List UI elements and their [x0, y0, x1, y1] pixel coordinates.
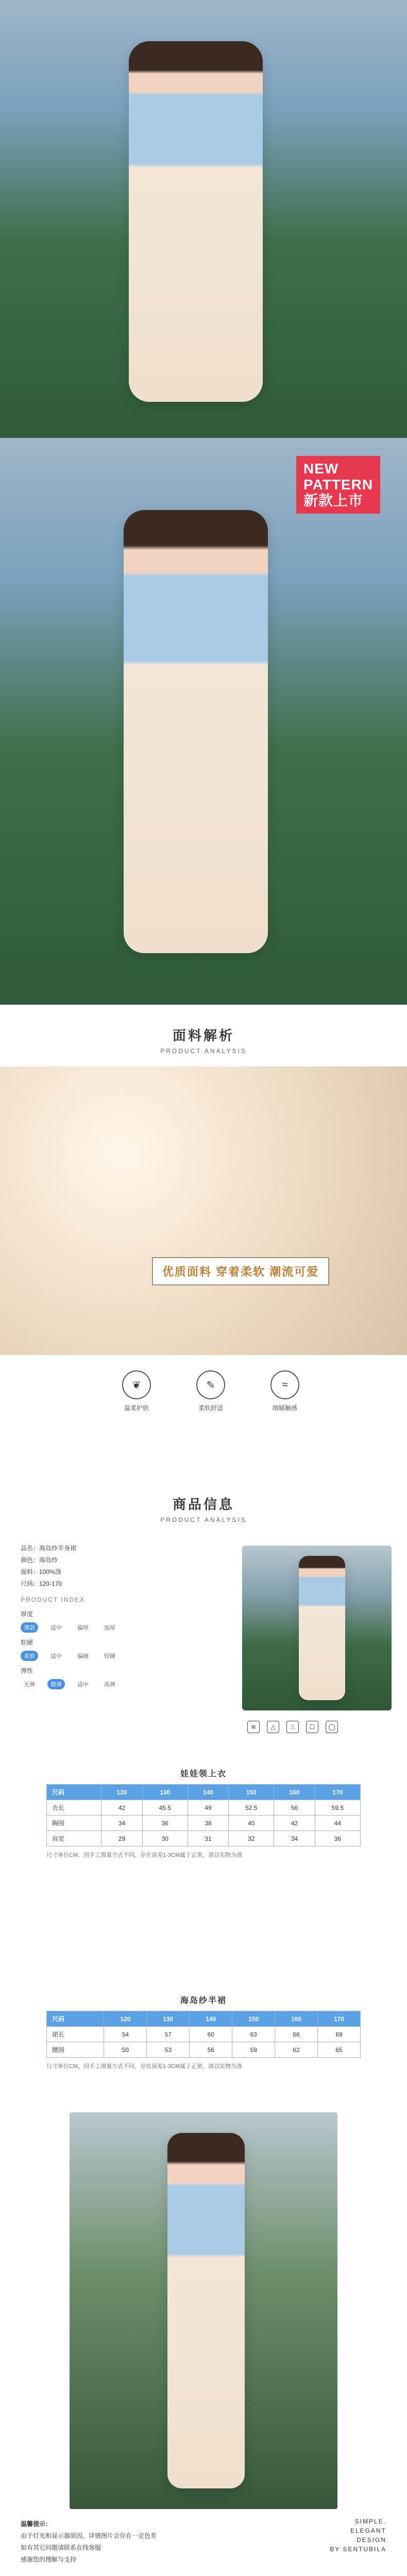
table-row [47, 1816, 361, 1831]
dryclean-icon: ◯ [326, 1721, 338, 1733]
product-info-title: 商品信息 [172, 1497, 234, 1512]
elastic-scale [21, 1679, 222, 1689]
table-cell: 56 [274, 1800, 315, 1816]
table-cell: 65 [318, 2042, 361, 2058]
simple-text-line: BY SENTUBILA [330, 2546, 386, 2553]
softness-label: 软硬 [21, 1639, 33, 1646]
table-cell: 38 [188, 1816, 228, 1831]
fabric-closeup [0, 1066, 407, 1355]
table-header: 150 [232, 2011, 275, 2027]
size-table [46, 2011, 361, 2058]
table-cell: 59 [232, 2042, 275, 2058]
feature-item [182, 1370, 239, 1412]
breeze-icon: ≈ [270, 1370, 299, 1399]
table-cell: 54 [104, 2027, 147, 2042]
table-cell: 50 [104, 2042, 147, 2058]
elastic-row [21, 1666, 222, 1689]
table-row [47, 2042, 361, 2058]
table-cell: 66 [275, 2027, 318, 2042]
hero-photo-2 [0, 438, 407, 1005]
table-cell: 40 [229, 1816, 274, 1831]
feature-label: 细腻触感 [272, 1404, 297, 1412]
table-header: 120 [104, 2011, 147, 2027]
thickness-row [21, 1609, 222, 1633]
product-info-line: 面料：100%涤 [21, 1568, 61, 1575]
scale-option: 偏厚 [77, 1625, 89, 1631]
scale-option: 适中 [50, 1625, 62, 1631]
model-photo [299, 1556, 345, 1700]
scale-option: 适中 [77, 1682, 89, 1688]
skirt-size-table [46, 1994, 361, 2070]
table-header: 160 [275, 2011, 318, 2027]
simple-text-line: SIMPLE. [354, 2518, 386, 2525]
table-header: 160 [274, 1785, 315, 1800]
simple-text-line: ELEGANT [350, 2527, 386, 2534]
skirt-size-title: 海岛纱半裙 [180, 1996, 227, 2005]
feature-label: 温柔护肤 [124, 1404, 149, 1412]
tips-box [21, 2519, 237, 2567]
elastic-label: 弹性 [21, 1667, 33, 1674]
simple-text-line: DESIGN [356, 2536, 386, 2544]
bleach-icon: △ [267, 1721, 279, 1733]
table-cell: 42 [274, 1816, 315, 1831]
thickness-scale [21, 1622, 222, 1633]
size-table [46, 1784, 361, 1846]
scale-option: 薄款 [21, 1622, 38, 1633]
table-cell: 胸围 [47, 1816, 101, 1831]
fabric-banner: 优质面料 穿着柔软 潮流可爱 [152, 1257, 329, 1285]
feature-item [257, 1370, 313, 1412]
product-info-line: 尺码：120-170 [21, 1580, 62, 1587]
leaf-icon: ❦ [122, 1370, 151, 1399]
table-cell: 53 [147, 2042, 190, 2058]
table-note: 尺寸单位CM，因手工测量方式不同，存在误差1-3CM属于正常，请以实物为准 [46, 2063, 243, 2070]
product-info-section [0, 1479, 407, 1994]
product-info-subtitle: PRODUCT ANALYSIS [160, 1516, 247, 1523]
skirt-photo [70, 2112, 337, 2509]
tips-line: 感谢您的理解与支持 [21, 2556, 77, 2563]
scale-option: 高弹 [104, 1682, 115, 1688]
scale-option: 无弹 [24, 1682, 35, 1688]
product-thumbnail [242, 1546, 392, 1710]
table-header: 170 [315, 1785, 360, 1800]
table-cell: 56 [190, 2042, 232, 2058]
table-cell: 62 [275, 2042, 318, 2058]
dry-icon: ☐ [306, 1721, 318, 1733]
table-row [47, 1831, 361, 1846]
simple-elegant-text [283, 2517, 386, 2554]
table-header: 130 [142, 1785, 188, 1800]
tips-title: 温馨提示： [21, 2520, 52, 2528]
analysis-section [0, 1005, 407, 1479]
table-cell: 34 [101, 1816, 142, 1831]
scale-option: 微弹 [47, 1679, 65, 1689]
table-header: 170 [318, 2011, 361, 2027]
scale-option: 适中 [50, 1653, 62, 1659]
iron-icon: ⎍ [286, 1721, 299, 1733]
analysis-subtitle: PRODUCT ANALYSIS [160, 1047, 247, 1055]
feather-icon: ✎ [196, 1370, 225, 1399]
scale-option: 偏硬 [77, 1653, 89, 1659]
table-cell: 32 [229, 1831, 274, 1846]
table-cell: 36 [315, 1831, 360, 1846]
table-row [47, 2027, 361, 2042]
product-index-label: PRODUCT INDEX [21, 1596, 86, 1603]
skirt-size-section [0, 1994, 407, 2576]
softness-row [21, 1638, 222, 1661]
table-header: 尺码 [47, 1785, 101, 1800]
product-info-text [21, 1540, 222, 1689]
care-icons [247, 1721, 338, 1733]
top-size-title: 娃娃领上衣 [180, 1770, 227, 1778]
softness-scale [21, 1651, 222, 1661]
table-cell: 34 [274, 1831, 315, 1846]
table-cell: 59.5 [315, 1800, 360, 1816]
model-photo [167, 2133, 245, 2488]
hero-photo-1 [0, 0, 407, 438]
thickness-label: 厚度 [21, 1611, 33, 1618]
scale-option: 加厚 [104, 1625, 115, 1631]
table-header: 120 [101, 1785, 142, 1800]
product-info-line: 品名：海岛纱半身裙 [21, 1545, 77, 1552]
table-cell: 36 [142, 1816, 188, 1831]
scale-option: 较硬 [104, 1653, 115, 1659]
table-header: 140 [188, 1785, 228, 1800]
table-header: 140 [190, 2011, 232, 2027]
feature-label: 柔软舒适 [198, 1404, 223, 1412]
model-photo [124, 510, 268, 953]
table-cell: 肩宽 [47, 1831, 101, 1846]
table-cell: 52.5 [229, 1800, 274, 1816]
table-cell: 衣长 [47, 1800, 101, 1816]
feature-icons [108, 1370, 313, 1412]
table-cell: 44 [315, 1816, 360, 1831]
scale-option: 柔软 [21, 1651, 38, 1661]
table-cell: 腰围 [47, 2042, 104, 2058]
table-row [47, 1800, 361, 1816]
table-note: 尺寸单位CM，因手工测量方式不同，存在误差1-3CM属于正常，请以实物为准 [46, 1852, 243, 1858]
table-cell: 裙长 [47, 2027, 104, 2042]
wash-icon: ≋ [247, 1721, 260, 1733]
product-info-line: 颜色：海岛纱 [21, 1556, 58, 1564]
table-header: 150 [229, 1785, 274, 1800]
table-cell: 29 [101, 1831, 142, 1846]
feature-item [108, 1370, 165, 1412]
analysis-title: 面料解析 [172, 1028, 234, 1043]
table-cell: 31 [188, 1831, 228, 1846]
tips-line: 由于灯光和显示器原因，详情图片会存在一定色差 [21, 2532, 157, 2539]
table-cell: 30 [142, 1831, 188, 1846]
table-cell: 69 [318, 2027, 361, 2042]
table-cell: 45.5 [142, 1800, 188, 1816]
table-header: 130 [147, 2011, 190, 2027]
table-cell: 60 [190, 2027, 232, 2042]
model-photo [129, 41, 263, 402]
tips-line: 如有其它问题请联系在线客服 [21, 2544, 101, 2551]
top-size-table [46, 1767, 361, 1859]
new-pattern-badge: NEW PATTERN 新款上市 [296, 456, 380, 514]
table-cell: 49 [188, 1800, 228, 1816]
table-cell: 63 [232, 2027, 275, 2042]
table-cell: 42 [101, 1800, 142, 1816]
table-cell: 57 [147, 2027, 190, 2042]
table-header: 尺码 [47, 2011, 104, 2027]
